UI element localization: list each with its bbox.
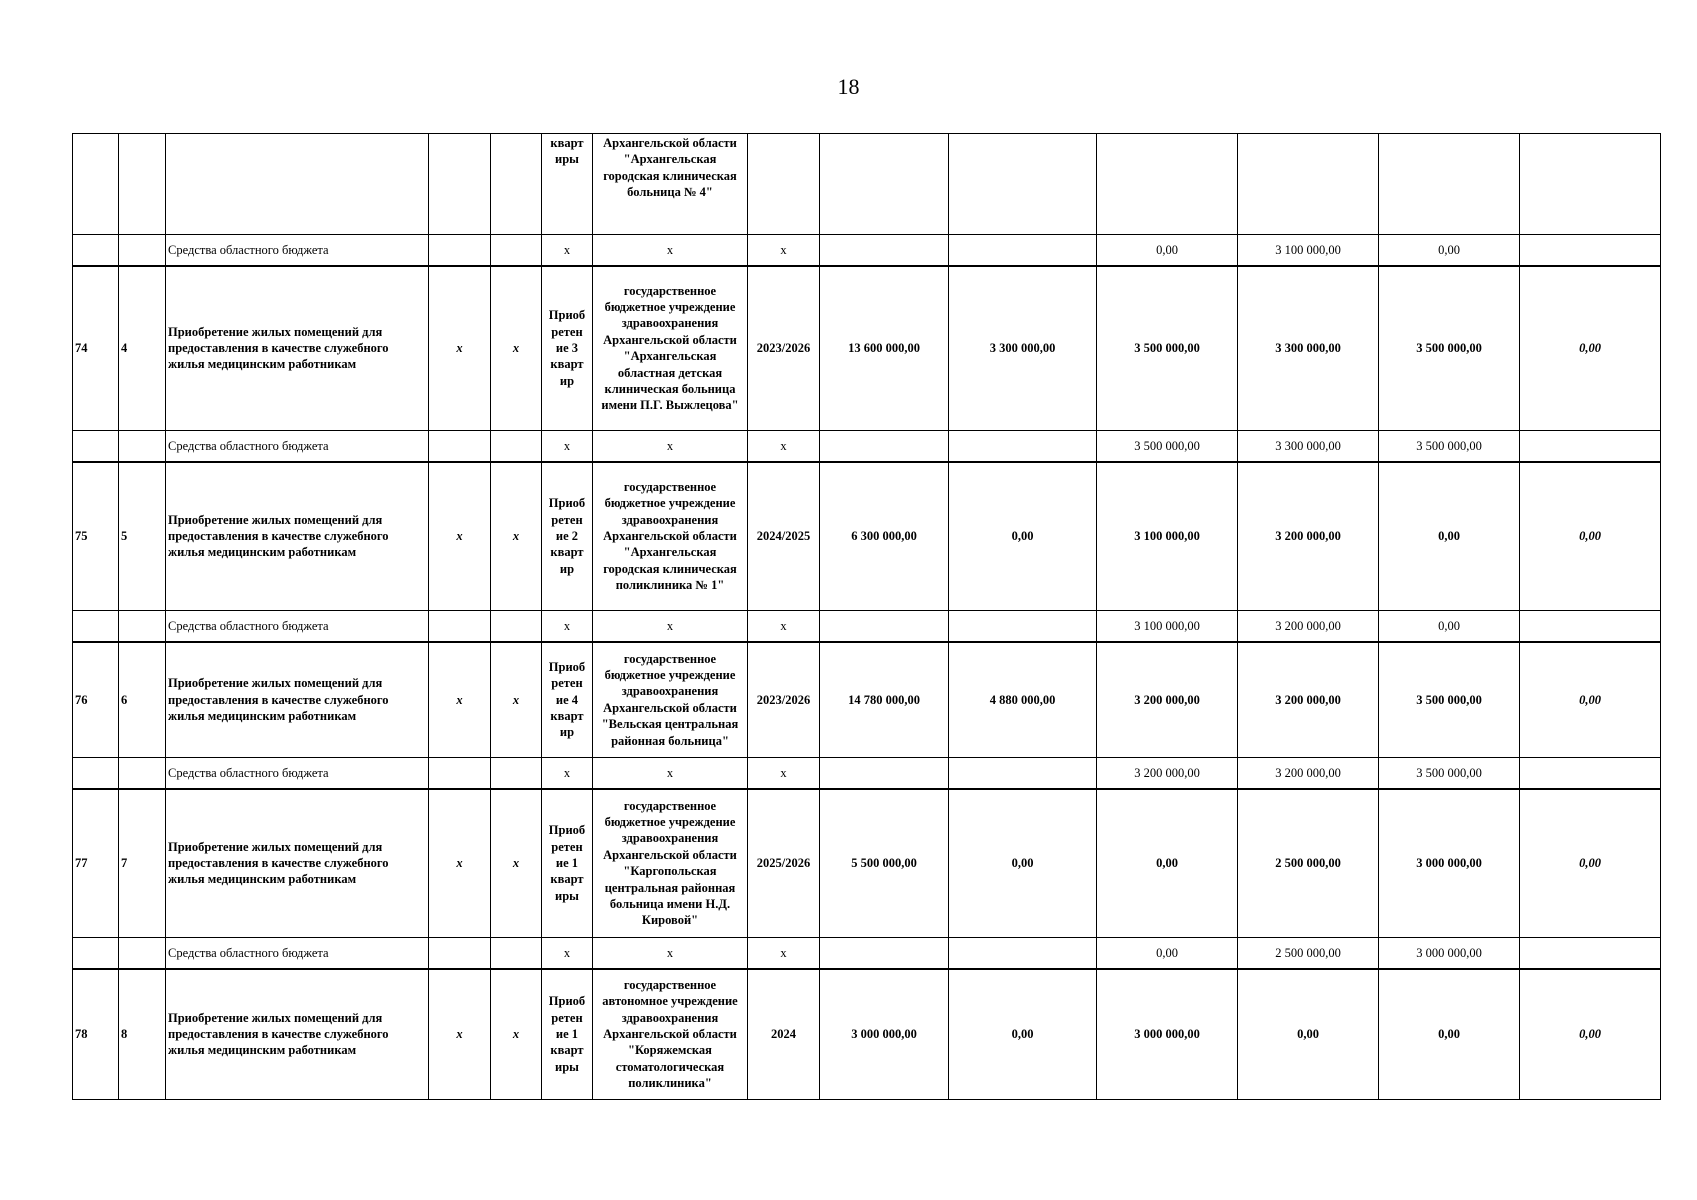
row-number-cell: 76 (73, 642, 119, 758)
x-cell: х (542, 938, 593, 969)
object-name-cell: Приобретение жилых помещений для предоставления в качестве служебного жилья медицинским работникам (166, 642, 429, 758)
value-cell (1520, 611, 1661, 642)
value-cell (949, 431, 1097, 462)
value-cell: 0,00 (1097, 235, 1238, 266)
row-number-cell (73, 611, 119, 642)
value-cell (1520, 134, 1661, 235)
row-number-cell (73, 938, 119, 969)
x-cell: х (542, 431, 593, 462)
total-cell (820, 134, 949, 235)
x-cell: х (491, 642, 542, 758)
method-cell: Приоб ретен ие 2 кварт ир (542, 462, 593, 611)
sub-number-cell: 5 (119, 462, 166, 611)
funding-source-label: Средства областного бюджета (166, 611, 429, 642)
object-name-cell: Приобретение жилых помещений для предоставления в качестве служебного жилья медицинским работникам (166, 969, 429, 1100)
object-row (73, 642, 1661, 758)
method-cell: Приоб ретен ие 1 кварт иры (542, 969, 593, 1100)
x-cell: х (748, 431, 820, 462)
period-cell: 2023/2026 (748, 642, 820, 758)
x-cell: х (491, 462, 542, 611)
value-cell (1520, 235, 1661, 266)
value-cell: 0,00 (1379, 611, 1520, 642)
value-cell: 3 300 000,00 (1238, 431, 1379, 462)
value-cell: 3 000 000,00 (1379, 789, 1520, 938)
empty-cell (491, 431, 542, 462)
x-cell: х (593, 431, 748, 462)
customer-cell: государственное бюджетное учреждение здравоохранения Архангельской области "Каргопольская центральная районная больница имени Н.Д. Кировой" (593, 789, 748, 938)
row-number-cell (73, 235, 119, 266)
period-cell: 2025/2026 (748, 789, 820, 938)
table-row (73, 134, 1661, 235)
value-cell (1097, 134, 1238, 235)
row-number-cell: 77 (73, 789, 119, 938)
value-cell: 0,00 (1238, 969, 1379, 1100)
row-number-cell (73, 431, 119, 462)
value-cell: 3 300 000,00 (1238, 266, 1379, 431)
x-cell: х (491, 266, 542, 431)
x-cell: х (593, 758, 748, 789)
value-cell: 0,00 (1097, 938, 1238, 969)
value-cell: 0,00 (1520, 789, 1661, 938)
x-cell: х (429, 642, 491, 758)
value-cell: 3 500 000,00 (1379, 431, 1520, 462)
funding-source-label: Средства областного бюджета (166, 938, 429, 969)
sub-number-cell (119, 758, 166, 789)
subtotal-row (73, 431, 1661, 462)
x-cell: х (593, 235, 748, 266)
value-cell: 3 200 000,00 (1238, 642, 1379, 758)
sub-number-cell (119, 938, 166, 969)
value-cell: 3 200 000,00 (1238, 462, 1379, 611)
x-cell: х (429, 266, 491, 431)
subtotal-row (73, 758, 1661, 789)
customer-cell: Архангельской области "Архангельская городская клиническая больница № 4" (593, 134, 748, 235)
value-cell: 2 500 000,00 (1238, 789, 1379, 938)
value-cell: 3 200 000,00 (1238, 758, 1379, 789)
method-cell: Приоб ретен ие 3 кварт ир (542, 266, 593, 431)
budget-table (72, 133, 1661, 1100)
customer-cell: государственное автономное учреждение здравоохранения Архангельской области "Коряжемская стоматологическая поликлиника" (593, 969, 748, 1100)
value-cell: 0,00 (949, 969, 1097, 1100)
empty-cell (491, 611, 542, 642)
object-name-cell (166, 134, 429, 235)
x-cell (429, 134, 491, 235)
method-cell: кварт иры (542, 134, 593, 235)
funding-source-label: Средства областного бюджета (166, 431, 429, 462)
value-cell (1520, 938, 1661, 969)
value-cell: 3 500 000,00 (1097, 266, 1238, 431)
funding-source-label: Средства областного бюджета (166, 235, 429, 266)
empty-cell (429, 235, 491, 266)
x-cell: х (748, 758, 820, 789)
value-cell (1238, 134, 1379, 235)
empty-cell (429, 431, 491, 462)
customer-cell: государственное бюджетное учреждение здравоохранения Архангельской области "Архангельская городская клиническая поликлиника № 1" (593, 462, 748, 611)
value-cell: 0,00 (1520, 462, 1661, 611)
value-cell (949, 235, 1097, 266)
funding-source-label: Средства областного бюджета (166, 758, 429, 789)
value-cell (1520, 758, 1661, 789)
total-cell (820, 235, 949, 266)
value-cell: 3 000 000,00 (1097, 969, 1238, 1100)
sub-number-cell (119, 431, 166, 462)
sub-number-cell: 8 (119, 969, 166, 1100)
value-cell: 3 500 000,00 (1097, 431, 1238, 462)
x-cell: х (593, 938, 748, 969)
x-cell: х (491, 969, 542, 1100)
subtotal-row (73, 235, 1661, 266)
value-cell: 3 500 000,00 (1379, 642, 1520, 758)
object-row (73, 969, 1661, 1100)
period-cell: 2023/2026 (748, 266, 820, 431)
total-cell: 14 780 000,00 (820, 642, 949, 758)
page-number: 18 (837, 74, 860, 99)
x-cell: х (748, 611, 820, 642)
customer-cell: государственное бюджетное учреждение здравоохранения Архангельской области "Вельская центральная районная больница" (593, 642, 748, 758)
object-row (73, 266, 1661, 431)
x-cell: х (429, 969, 491, 1100)
value-cell: 0,00 (1379, 462, 1520, 611)
x-cell: х (542, 611, 593, 642)
value-cell: 0,00 (1379, 969, 1520, 1100)
value-cell: 3 200 000,00 (1238, 611, 1379, 642)
x-cell: х (491, 789, 542, 938)
object-name-cell: Приобретение жилых помещений для предоставления в качестве служебного жилья медицинским работникам (166, 266, 429, 431)
subtotal-row (73, 611, 1661, 642)
value-cell: 0,00 (1379, 235, 1520, 266)
value-cell: 3 500 000,00 (1379, 758, 1520, 789)
period-cell (748, 134, 820, 235)
x-cell: х (542, 235, 593, 266)
sub-number-cell (119, 235, 166, 266)
value-cell: 3 100 000,00 (1097, 462, 1238, 611)
x-cell: х (748, 235, 820, 266)
value-cell (949, 134, 1097, 235)
object-row (73, 462, 1661, 611)
object-name-cell: Приобретение жилых помещений для предоставления в качестве служебного жилья медицинским работникам (166, 789, 429, 938)
total-cell (820, 611, 949, 642)
value-cell (949, 611, 1097, 642)
x-cell: х (429, 462, 491, 611)
value-cell (949, 758, 1097, 789)
row-number-cell (73, 758, 119, 789)
value-cell: 3 300 000,00 (949, 266, 1097, 431)
empty-cell (491, 235, 542, 266)
value-cell: 2 500 000,00 (1238, 938, 1379, 969)
empty-cell (491, 938, 542, 969)
value-cell: 3 100 000,00 (1238, 235, 1379, 266)
row-number-cell: 74 (73, 266, 119, 431)
row-number-cell (73, 134, 119, 235)
sub-number-cell: 6 (119, 642, 166, 758)
value-cell (1520, 431, 1661, 462)
x-cell (491, 134, 542, 235)
empty-cell (429, 938, 491, 969)
total-cell (820, 938, 949, 969)
value-cell: 0,00 (1520, 969, 1661, 1100)
value-cell: 0,00 (1097, 789, 1238, 938)
row-number-cell: 75 (73, 462, 119, 611)
sub-number-cell: 7 (119, 789, 166, 938)
period-cell: 2024 (748, 969, 820, 1100)
total-cell: 6 300 000,00 (820, 462, 949, 611)
value-cell (1379, 134, 1520, 235)
value-cell: 4 880 000,00 (949, 642, 1097, 758)
total-cell: 5 500 000,00 (820, 789, 949, 938)
value-cell: 3 200 000,00 (1097, 758, 1238, 789)
value-cell: 0,00 (949, 462, 1097, 611)
method-cell: Приоб ретен ие 1 кварт иры (542, 789, 593, 938)
x-cell: х (429, 789, 491, 938)
total-cell: 13 600 000,00 (820, 266, 949, 431)
value-cell: 3 100 000,00 (1097, 611, 1238, 642)
sub-number-cell: 4 (119, 266, 166, 431)
sub-number-cell (119, 134, 166, 235)
value-cell (949, 938, 1097, 969)
value-cell: 3 200 000,00 (1097, 642, 1238, 758)
customer-cell: государственное бюджетное учреждение здравоохранения Архангельской области "Архангельская областная детская клиническая больница имени П.Г. Выжлецова" (593, 266, 748, 431)
value-cell: 0,00 (1520, 642, 1661, 758)
object-name-cell: Приобретение жилых помещений для предоставления в качестве служебного жилья медицинским работникам (166, 462, 429, 611)
value-cell: 0,00 (1520, 266, 1661, 431)
total-cell (820, 758, 949, 789)
row-number-cell: 78 (73, 969, 119, 1100)
x-cell: х (542, 758, 593, 789)
empty-cell (429, 758, 491, 789)
value-cell: 3 000 000,00 (1379, 938, 1520, 969)
period-cell: 2024/2025 (748, 462, 820, 611)
object-row (73, 789, 1661, 938)
empty-cell (429, 611, 491, 642)
subtotal-row (73, 938, 1661, 969)
value-cell: 3 500 000,00 (1379, 266, 1520, 431)
total-cell (820, 431, 949, 462)
sub-number-cell (119, 611, 166, 642)
empty-cell (491, 758, 542, 789)
method-cell: Приоб ретен ие 4 кварт ир (542, 642, 593, 758)
value-cell: 0,00 (949, 789, 1097, 938)
x-cell: х (593, 611, 748, 642)
x-cell: х (748, 938, 820, 969)
total-cell: 3 000 000,00 (820, 969, 949, 1100)
